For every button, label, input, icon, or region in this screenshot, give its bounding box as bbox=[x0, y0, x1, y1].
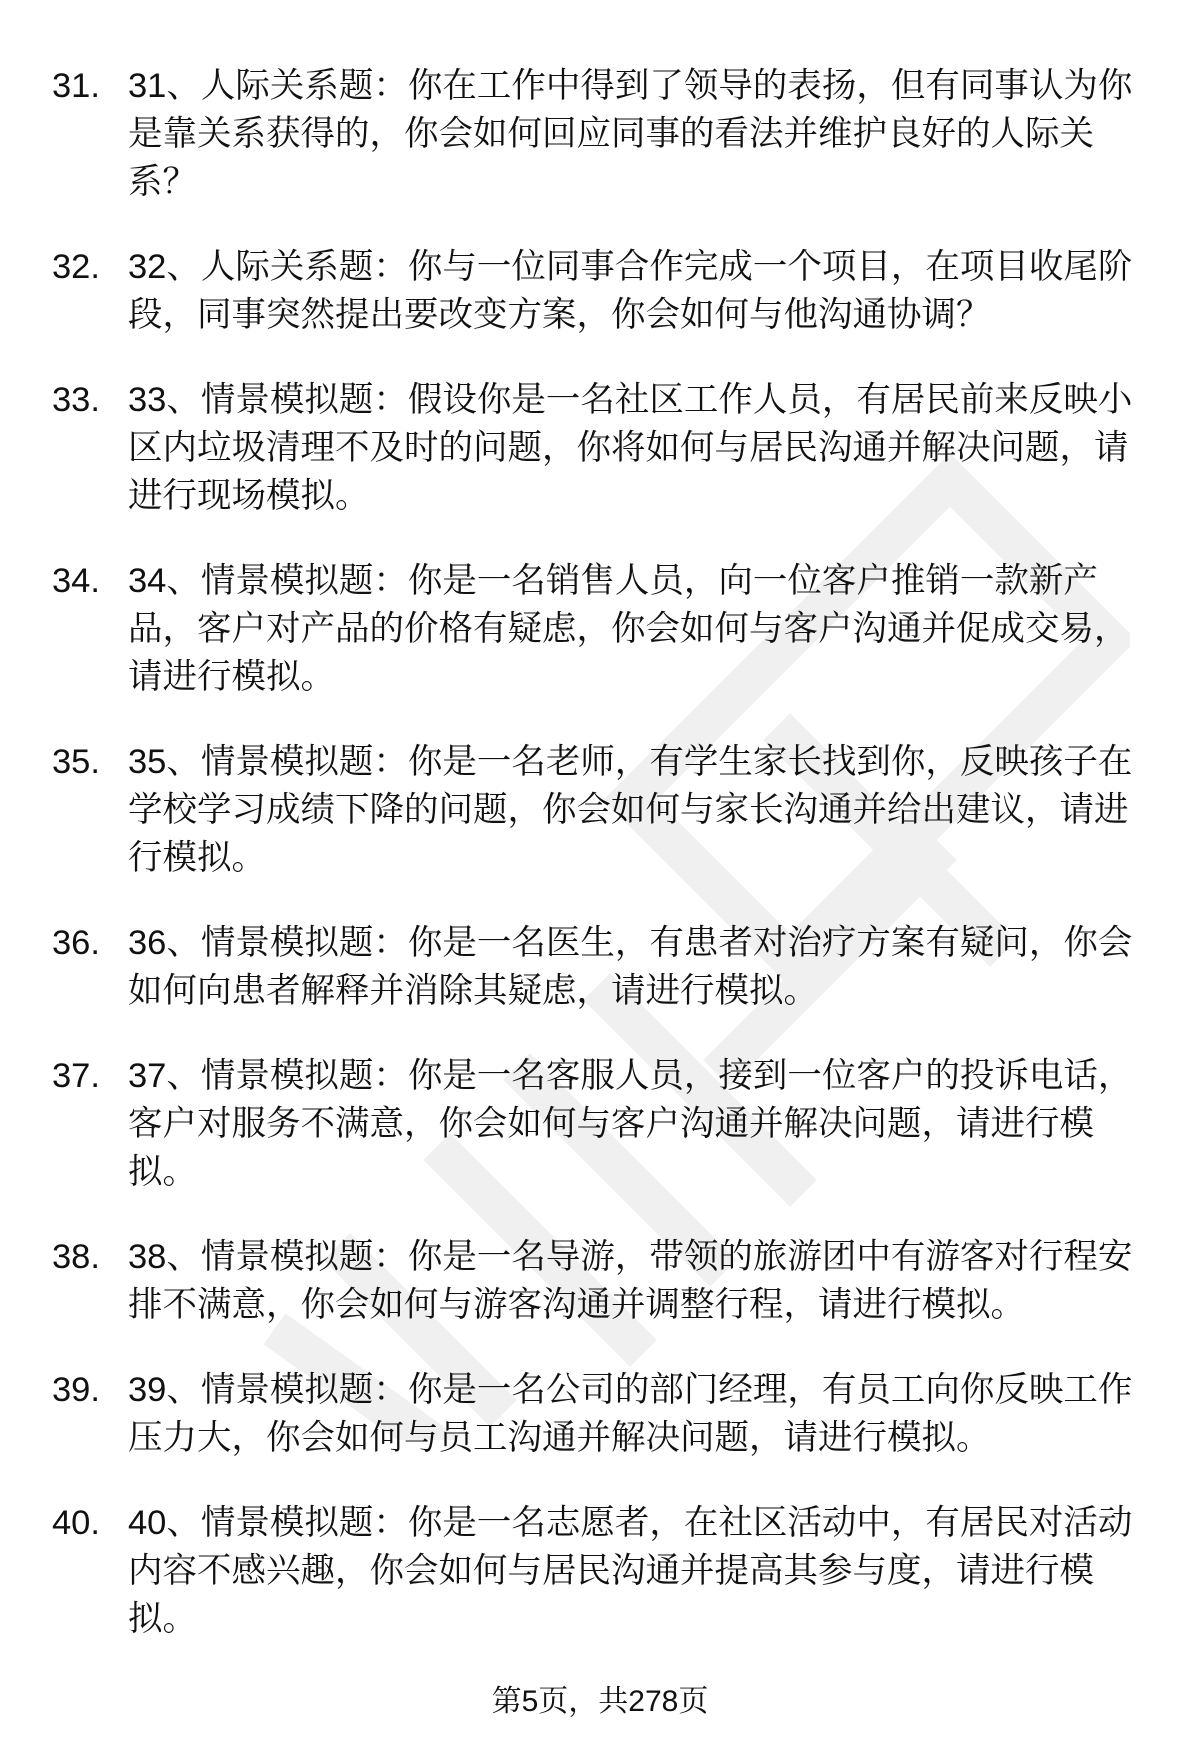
question-item bbox=[0, 557, 1148, 701]
item-number: 38. bbox=[52, 1238, 100, 1276]
question-item bbox=[0, 376, 1148, 520]
item-number: 35. bbox=[52, 743, 100, 781]
question-text: 40、情景模拟题：你是一名志愿者，在社区活动中，有居民对活动内容不感兴趣，你会如何与居民沟通并提高其参与度，请进行模拟。 bbox=[128, 1504, 1133, 1638]
item-number: 39. bbox=[52, 1371, 100, 1409]
item-number: 37. bbox=[52, 1057, 100, 1095]
question-item bbox=[0, 1233, 1148, 1329]
item-number: 34. bbox=[52, 562, 100, 600]
question-item bbox=[0, 243, 1148, 339]
question-item bbox=[0, 1499, 1148, 1643]
question-text: 38、情景模拟题：你是一名导游，带领的旅游团中有游客对行程安排不满意，你会如何与游客沟通并调整行程，请进行模拟。 bbox=[128, 1238, 1133, 1324]
question-item bbox=[0, 1052, 1148, 1196]
question-text: 36、情景模拟题：你是一名医生，有患者对治疗方案有疑问，你会如何向患者解释并消除其疑虑，请进行模拟。 bbox=[128, 924, 1133, 1010]
question-text: 35、情景模拟题：你是一名老师，有学生家长找到你，反映孩子在学校学习成绩下降的问题，你会如何与家长沟通并给出建议，请进行模拟。 bbox=[128, 743, 1133, 877]
question-text: 31、人际关系题：你在工作中得到了领导的表扬，但有同事认为你是靠关系获得的，你会如何回应同事的看法并维护良好的人际关系？ bbox=[128, 67, 1133, 201]
question-item bbox=[0, 919, 1148, 1015]
question-item bbox=[0, 738, 1148, 882]
question-text: 33、情景模拟题：假设你是一名社区工作人员，有居民前来反映小区内垃圾清理不及时的问题，你将如何与居民沟通并解决问题，请进行现场模拟。 bbox=[128, 381, 1133, 515]
question-text: 34、情景模拟题：你是一名销售人员，向一位客户推销一款新产品，客户对产品的价格有疑虑，你会如何与客户沟通并促成交易，请进行模拟。 bbox=[128, 562, 1129, 696]
item-number: 31. bbox=[52, 67, 100, 105]
item-number: 32. bbox=[52, 248, 100, 286]
question-item bbox=[0, 1366, 1148, 1462]
question-list bbox=[0, 62, 1200, 1680]
item-number: 36. bbox=[52, 924, 100, 962]
item-number: 40. bbox=[52, 1504, 100, 1542]
question-text: 32、人际关系题：你与一位同事合作完成一个项目，在项目收尾阶段，同事突然提出要改变方案，你会如何与他沟通协调？ bbox=[128, 248, 1133, 334]
item-number: 33. bbox=[52, 381, 100, 419]
page-footer: 第5页，共278页 bbox=[491, 1685, 709, 1718]
question-item bbox=[0, 62, 1148, 206]
question-text: 39、情景模拟题：你是一名公司的部门经理，有员工向你反映工作压力大，你会如何与员工沟通并解决问题，请进行模拟。 bbox=[128, 1371, 1133, 1457]
question-text: 37、情景模拟题：你是一名客服人员，接到一位客户的投诉电话，客户对服务不满意，你会如何与客户沟通并解决问题，请进行模拟。 bbox=[128, 1057, 1133, 1191]
